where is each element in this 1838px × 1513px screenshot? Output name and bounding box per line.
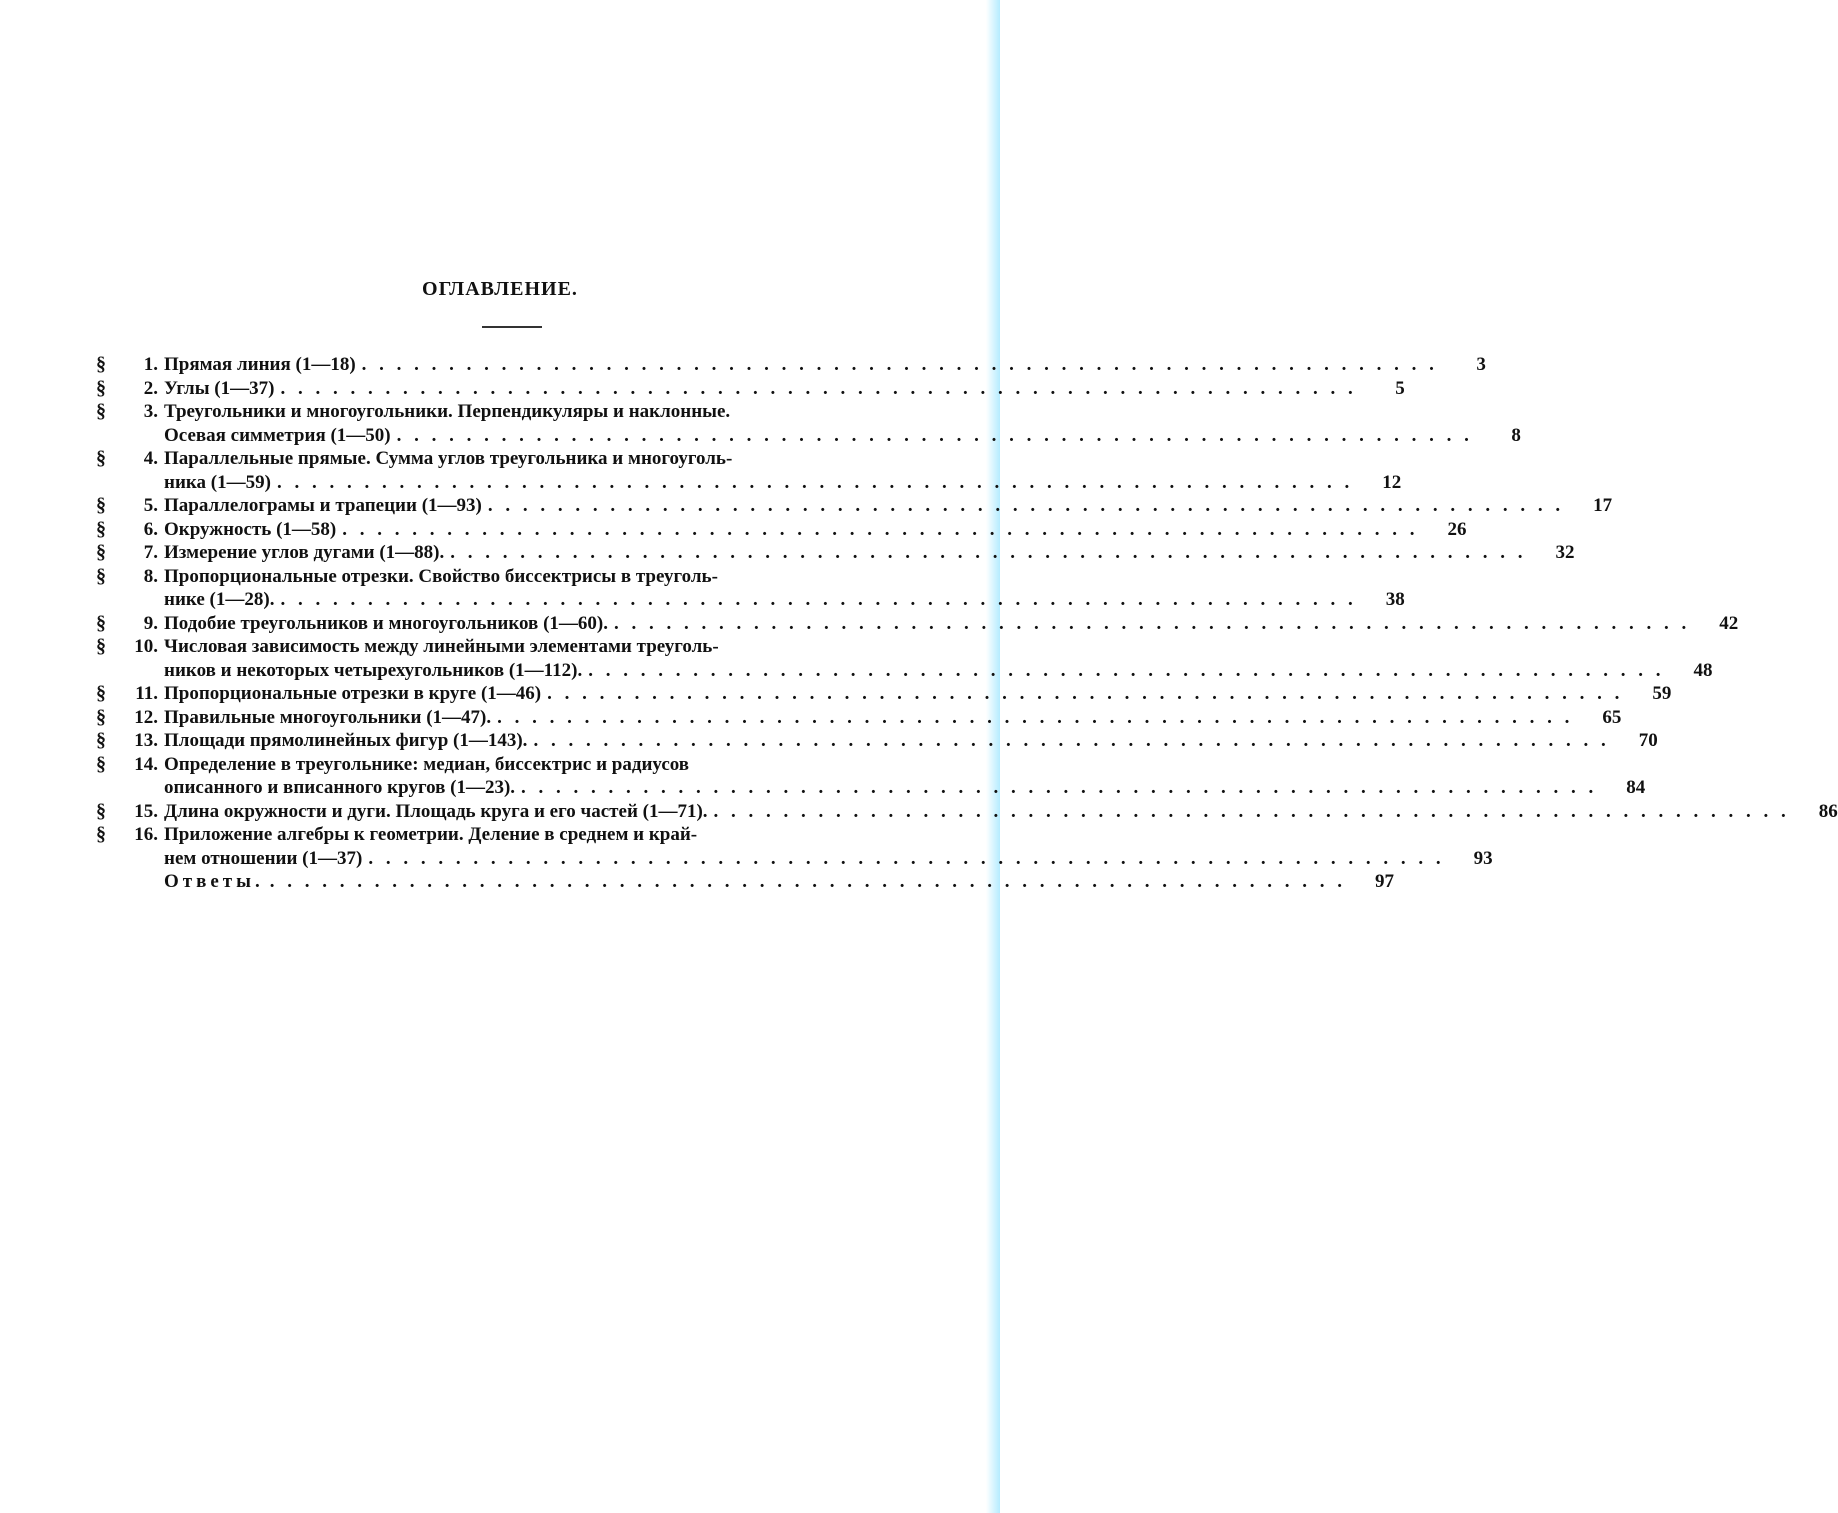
entry-body	[164, 353, 1438, 377]
entry-title: Углы (1—37)	[164, 377, 275, 399]
entry-body	[164, 565, 1357, 612]
dot-leader	[482, 494, 1564, 518]
entry-number: 15.	[134, 800, 158, 822]
toc-entry	[96, 635, 1713, 682]
section-symbol: §	[96, 799, 106, 822]
section-symbol: §	[96, 400, 106, 422]
entry-number: 5.	[143, 495, 158, 516]
entry-number: 10.	[134, 636, 158, 657]
entry-title: Окружность (1—58)	[164, 518, 337, 540]
answers-label: Ответы.	[164, 871, 264, 892]
page-number: 8	[1511, 424, 1521, 446]
entry-number: 13.	[134, 730, 158, 751]
dot-leader	[491, 706, 1573, 730]
entry-last-line	[164, 870, 1346, 894]
page-number: 3	[1476, 354, 1486, 375]
dot-leader	[391, 424, 1473, 448]
page-title: ОГЛАВЛЕНИЕ.	[422, 278, 578, 300]
page-number: 12	[1382, 471, 1402, 493]
page-number: 17	[1593, 495, 1613, 516]
entry-text-line: Параллельные прямые. Сумма углов треугольника и многоуголь-	[164, 448, 733, 469]
dot-leader	[336, 518, 1418, 542]
entry-last-line	[164, 494, 1564, 518]
page-number: 38	[1385, 589, 1405, 610]
entry-last-line	[164, 706, 1573, 730]
dot-leader	[271, 471, 1353, 495]
toc-entry	[96, 682, 1672, 706]
entry-text-line: Числовая зависимость между линейными элементами треуголь-	[164, 636, 719, 657]
toc-entry	[96, 353, 1486, 377]
page-number: 97	[1374, 871, 1394, 892]
entry-number: 12.	[134, 706, 158, 728]
entry-number: 4.	[143, 448, 158, 469]
entry-last-line	[164, 424, 1473, 448]
entry-number: 14.	[134, 753, 158, 775]
entry-title: Площади прямолинейных фигур (1—143).	[164, 730, 528, 751]
entry-last-line	[164, 659, 1664, 683]
entry-number: 3.	[143, 401, 158, 422]
entry-number: 1.	[143, 354, 158, 375]
page-number: 70	[1638, 730, 1658, 751]
page-number: 84	[1626, 777, 1646, 798]
entry-body	[164, 823, 1445, 870]
entry-last-line	[164, 471, 1353, 495]
entry-text-line: Определение в треугольнике: медиан, биссектрис и радиусов	[164, 753, 690, 775]
entry-last-line	[164, 377, 1357, 401]
entry-body	[164, 870, 1346, 894]
section-symbol: §	[96, 447, 106, 469]
entry-title: Подобие треугольников и многоугольников (1—60).	[164, 612, 608, 634]
entry-body	[164, 612, 1690, 636]
entry-body	[164, 447, 1353, 494]
section-symbol: §	[96, 353, 106, 375]
entry-last-line	[164, 847, 1445, 871]
page-number: 65	[1602, 706, 1622, 728]
entry-body	[164, 494, 1564, 518]
entry-title: Прямая линия (1—18)	[164, 354, 356, 375]
dot-leader	[264, 870, 1346, 894]
entry-number: 11.	[135, 683, 158, 704]
entry-number: 8.	[143, 565, 158, 587]
entry-title: Параллелограмы и трапеции (1—93)	[164, 495, 482, 516]
toc-entry	[96, 729, 1658, 753]
entry-title: Длина окружности и дуги. Площадь круга и его частей (1—71).	[164, 800, 708, 822]
section-symbol: §	[96, 729, 106, 751]
toc-entry	[96, 494, 1613, 518]
entry-number: 2.	[143, 377, 158, 399]
toc-entry	[96, 752, 1646, 800]
section-symbol: §	[96, 611, 106, 634]
toc-entry	[96, 376, 1405, 401]
dot-leader	[515, 776, 1597, 800]
toc-entry	[96, 400, 1521, 447]
entry-last-line	[164, 729, 1610, 753]
entry-body	[164, 518, 1418, 542]
page-number: 93	[1473, 847, 1493, 869]
section-symbol: §	[96, 752, 106, 775]
toc-entry	[96, 541, 1575, 565]
entry-body	[164, 400, 1473, 447]
entry-body	[164, 753, 1597, 800]
toc-entry	[96, 611, 1739, 636]
dot-leader	[527, 729, 1609, 753]
entry-body	[164, 706, 1573, 730]
dot-leader	[444, 541, 1526, 565]
page-number: 86	[1818, 800, 1838, 822]
entry-last-line	[164, 776, 1597, 800]
dot-leader	[541, 682, 1623, 706]
entry-title: Пропорциональные отрезки в круге (1—46)	[164, 683, 542, 704]
dot-leader	[708, 800, 1790, 824]
entry-body	[164, 541, 1527, 565]
table-of-contents	[96, 353, 1838, 894]
entry-body	[164, 377, 1357, 401]
toc-entry-answers	[96, 870, 1394, 894]
section-symbol: §	[96, 682, 106, 704]
toc-entry	[96, 517, 1467, 542]
page-number: 32	[1555, 542, 1575, 563]
entry-last-line	[164, 353, 1438, 377]
entry-text-line: Треугольники и многоугольники. Перпендикуляры и наклонные.	[164, 401, 731, 422]
toc-entry	[96, 799, 1838, 824]
section-symbol: §	[96, 564, 106, 587]
entry-title: ников и некоторых четырехугольников (1—112).	[164, 659, 583, 681]
dot-leader	[608, 612, 1690, 636]
section-symbol: §	[96, 541, 106, 563]
entry-title: Правильные многоугольники (1—47).	[164, 706, 492, 728]
toc-entry	[96, 823, 1493, 870]
entry-number: 16.	[134, 824, 158, 845]
dot-leader	[274, 377, 1356, 401]
entry-text-line: Пропорциональные отрезки. Свойство биссектрисы в треуголь-	[164, 565, 718, 587]
entry-body	[164, 635, 1664, 682]
entry-last-line	[164, 682, 1623, 706]
entry-last-line	[164, 518, 1418, 542]
entry-number: 9.	[143, 612, 158, 634]
entry-number: 7.	[143, 542, 158, 563]
page-number: 59	[1652, 683, 1672, 704]
entry-last-line	[164, 588, 1357, 612]
section-symbol: §	[96, 376, 106, 399]
toc-entry	[96, 564, 1405, 612]
page-number: 42	[1719, 612, 1739, 634]
toc-entry	[96, 447, 1402, 494]
entry-last-line	[164, 541, 1527, 565]
entry-body	[164, 729, 1610, 753]
entry-last-line	[164, 800, 1790, 824]
page-number: 5	[1395, 377, 1405, 399]
entry-text-line: Приложение алгебры к геометрии. Деление в среднем и край-	[164, 824, 698, 845]
dot-leader	[362, 847, 1444, 871]
dot-leader	[274, 588, 1356, 612]
page-number: 26	[1447, 518, 1467, 540]
section-symbol: §	[96, 635, 106, 657]
section-symbol: §	[96, 823, 106, 845]
entry-body	[164, 682, 1623, 706]
entry-body	[164, 800, 1790, 824]
section-symbol: §	[96, 494, 106, 516]
entry-title: описанного и вписанного кругов (1—23).	[164, 777, 516, 798]
entry-title: Осевая симметрия (1—50)	[164, 424, 391, 446]
entry-last-line	[164, 612, 1690, 636]
section-symbol: §	[96, 517, 106, 540]
entry-title: нем отношении (1—37)	[164, 847, 363, 869]
entry-title: нике (1—28).	[164, 589, 275, 610]
entry-number: 6.	[143, 518, 158, 540]
page-number: 48	[1693, 659, 1713, 681]
section-symbol: §	[96, 705, 106, 728]
title-rule	[482, 326, 542, 328]
dot-leader	[582, 659, 1664, 683]
entry-title: Измерение углов дугами (1—88).	[164, 542, 445, 563]
entry-title: ника (1—59)	[164, 471, 271, 493]
toc-entry	[96, 705, 1622, 730]
dot-leader	[356, 353, 1438, 377]
